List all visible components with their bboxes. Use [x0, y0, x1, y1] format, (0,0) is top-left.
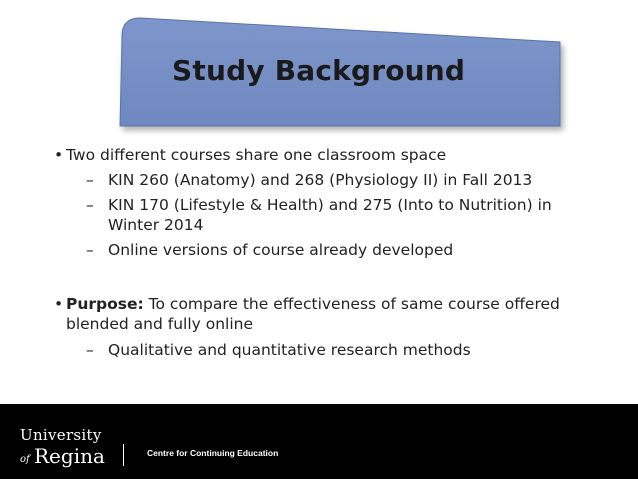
sub-text: Online versions of course already developed [108, 241, 454, 259]
sub-text: KIN 260 (Anatomy) and 268 (Physiology II) in Fall 2013 [108, 171, 533, 189]
bullet-text: Two different courses share one classroom space [66, 146, 447, 164]
sub-text: Qualitative and quantitative research methods [108, 341, 471, 359]
bullet-mark: • [54, 146, 64, 164]
centre-label: Centre for Continuing Education [147, 448, 279, 458]
sub-text: KIN 170 (Lifestyle & Health) and 275 (Into to Nutrition) in Winter 2014 [108, 196, 552, 234]
logo-line-1: University [20, 426, 102, 444]
sub-mark: – [86, 196, 94, 214]
sub-item [86, 195, 576, 235]
footer-bar [0, 404, 638, 479]
bullet-body: To compare the effectiveness of same course offered blended and fully online [66, 295, 560, 333]
logo-line-2: Regina [34, 444, 105, 468]
sub-mark: – [86, 241, 94, 259]
logo-of: of [20, 454, 30, 465]
bullet-item [54, 145, 594, 165]
sub-item [86, 340, 586, 360]
footer-divider [123, 444, 124, 466]
slide-title: Study Background [172, 54, 466, 87]
sub-item [86, 240, 586, 260]
bullet-label: Purpose: [66, 295, 144, 313]
bullet-text [66, 294, 594, 334]
sub-mark: – [86, 341, 94, 359]
university-logo [20, 426, 110, 470]
sub-item [86, 170, 586, 190]
bullet-item [54, 294, 594, 334]
bullet-mark: • [54, 295, 64, 313]
sub-mark: – [86, 171, 94, 189]
